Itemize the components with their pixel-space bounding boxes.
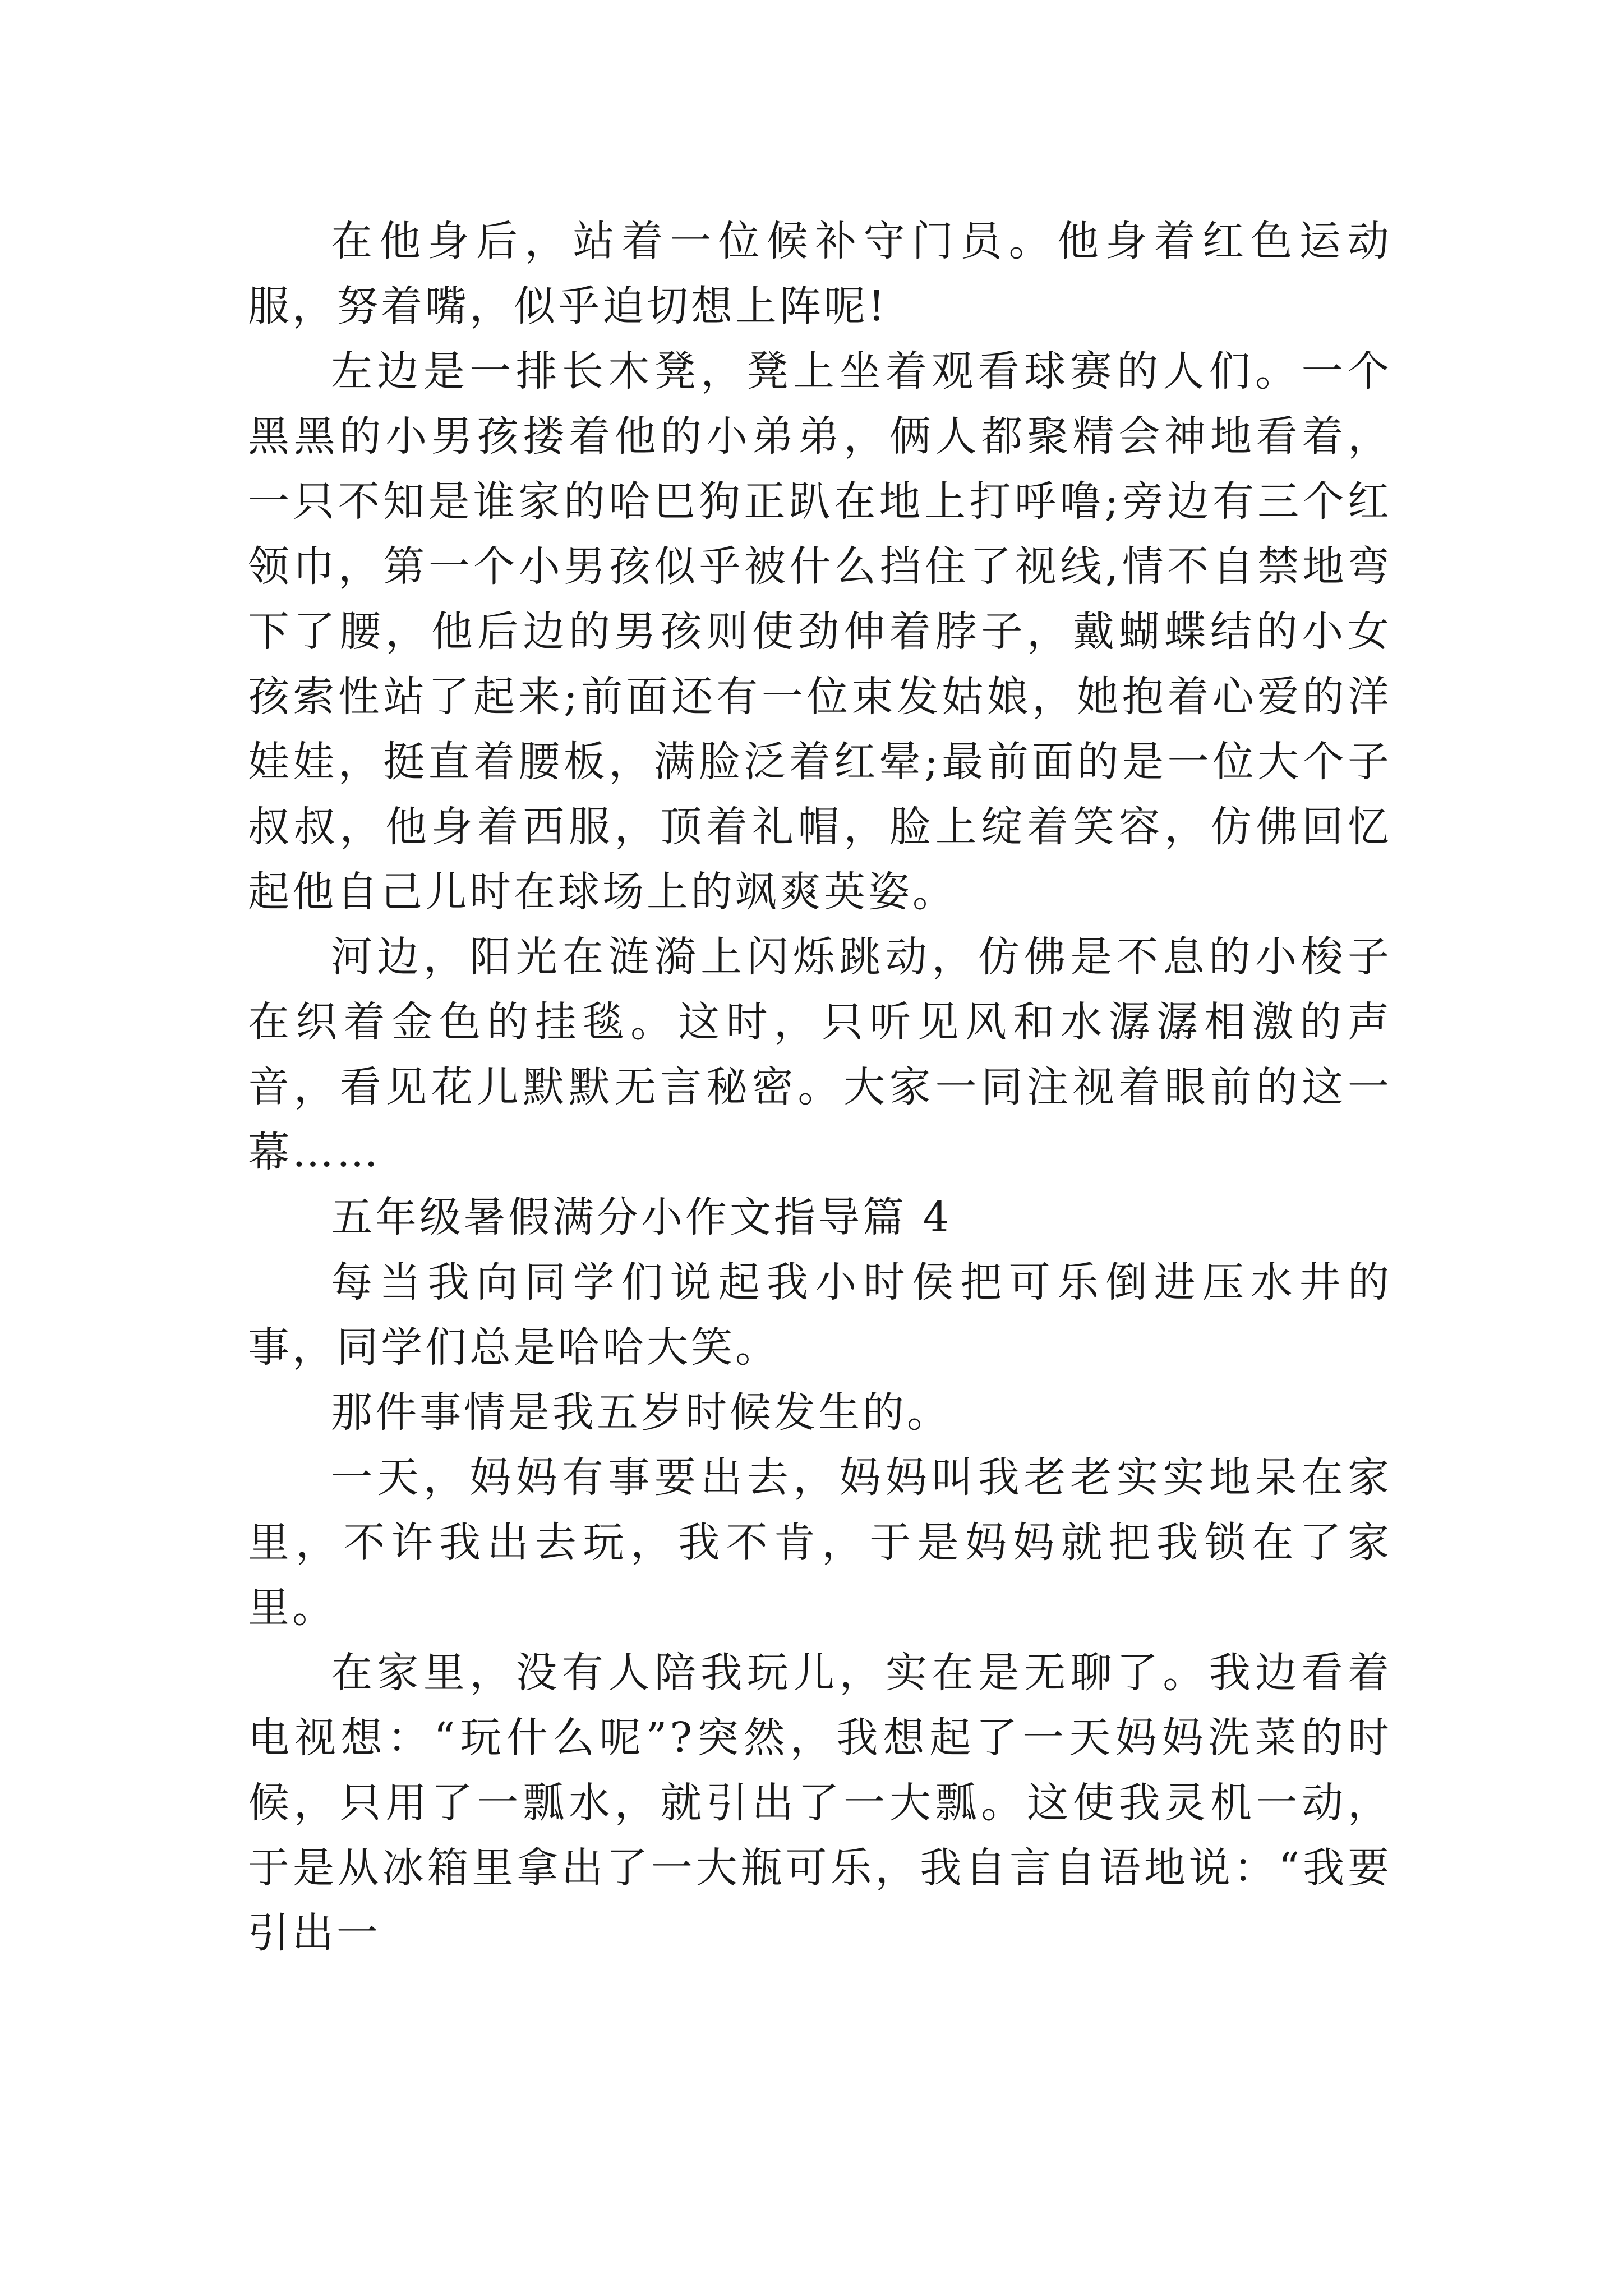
section-heading: 五年级暑假满分小作文指导篇 4 bbox=[331, 1193, 952, 1241]
paragraph-goalkeeper: 在他身后，站着一位候补守门员。他身着红色运动服，努着嘴，似乎迫切想上阵呢! bbox=[248, 217, 1392, 330]
paragraph-bench-spectators: 左边是一排长木凳，凳上坐着观看球赛的人们。一个黑黑的小男孩搂着他的小弟弟，俩人都聚精会神地看着，一只不知是谁家的哈巴狗正趴在地上打呼噜;旁边有三个红领巾，第一个小男孩似乎被什么挡住了视线,情不自禁地弯下了腰，他后边的男孩则使劲伸着脖子，戴蝴蝶结的小女孩索性站了起来;前面还有一位束发姑娘，她抱着心爱的洋娃娃，挺直着腰板，满脸泛着红晕;最前面的是一位大个子叔叔，他身着西服，顶着礼帽，脸上绽着笑容，仿佛回忆起他自己儿时在球场上的飒爽英姿。 bbox=[248, 347, 1392, 916]
document-body bbox=[248, 209, 1392, 1966]
paragraph-locked-home: 一天，妈妈有事要出去，妈妈叫我老老实实地呆在家里，不许我出去玩，我不肯，于是妈妈就把我锁在了家里。 bbox=[248, 1453, 1392, 1632]
paragraph-cola-idea: 在家里，没有人陪我玩儿，实在是无聊了。我边看着电视想：“玩什么呢”?突然，我想起了一天妈妈洗菜的时候，只用了一瓢水，就引出了一大瓢。这使我灵机一动，于是从冰箱里拿出了一大瓶可乐，我自言自语地说：“我要引出一 bbox=[248, 1649, 1392, 1957]
paragraph-riverside: 河边，阳光在涟漪上闪烁跳动，仿佛是不息的小梭子在织着金色的挂毯。这时，只听见风和水潺潺相激的声音，看见花儿默默无言秘密。大家一同注视着眼前的这一幕…… bbox=[248, 933, 1392, 1176]
paragraph-intro-story: 每当我向同学们说起我小时侯把可乐倒进压水井的事，同学们总是哈哈大笑。 bbox=[248, 1258, 1392, 1372]
paragraph-age-five: 那件事情是我五岁时候发生的。 bbox=[331, 1388, 951, 1437]
